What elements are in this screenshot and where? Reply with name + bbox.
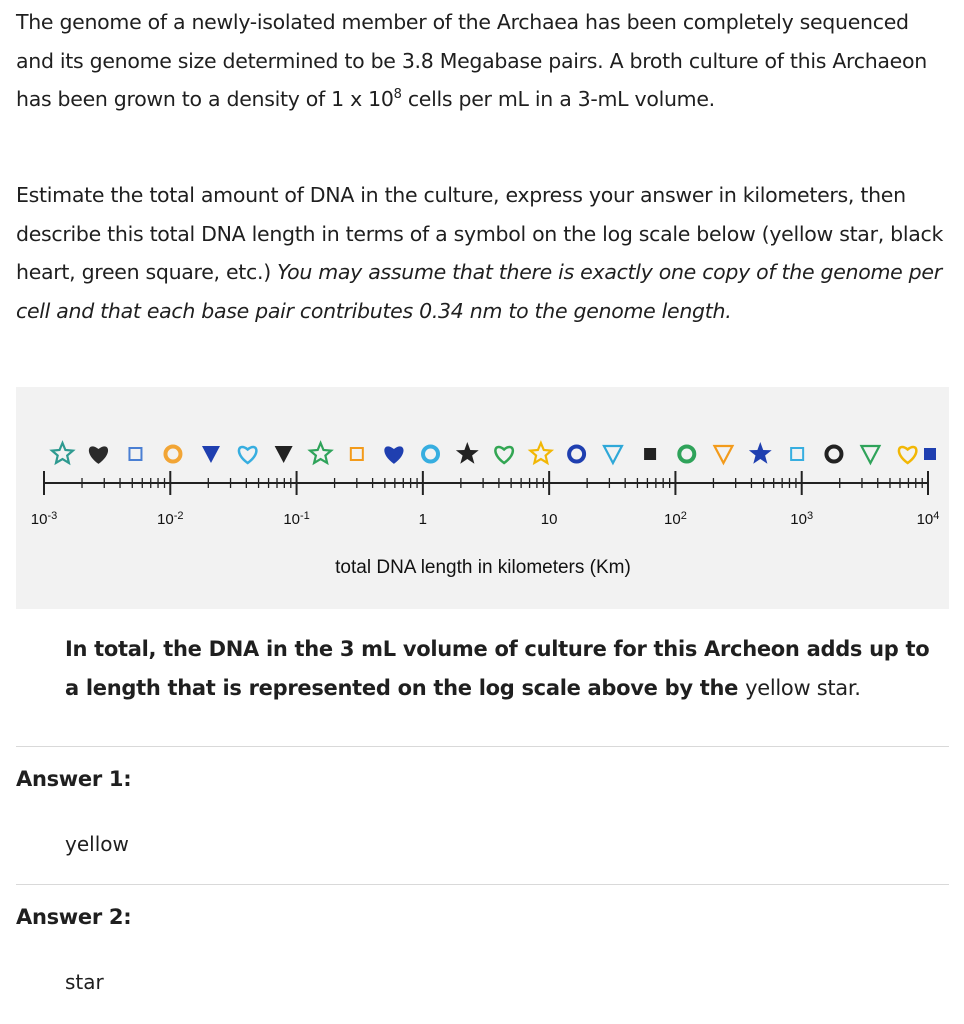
symbol-square — [924, 448, 936, 460]
symbol-triangle-outline — [604, 446, 622, 463]
symbol-star-outline — [52, 443, 73, 463]
symbol-ring — [826, 447, 841, 462]
symbol-ring — [165, 447, 180, 462]
summary-statement — [65, 630, 950, 707]
symbol-triangle-outline — [861, 446, 879, 463]
divider — [16, 746, 949, 747]
log-scale-figure — [16, 387, 949, 609]
tick-label: $10^2$ — [664, 510, 687, 528]
symbol-triangle — [202, 446, 220, 463]
tick-label: $10^4$ — [916, 510, 940, 528]
tick-label: $10^{-2}$ — [157, 510, 184, 528]
symbol-star-outline — [530, 443, 551, 463]
question-text-2: Estimate the total amount of DNA in the culture, express your answer in kilometers, then describe this total DNA length in terms of a symbol on the log scale below (yellow star, black heart, green square, etc.) — [16, 183, 944, 284]
answer-1-label: Answer 1: — [16, 767, 132, 791]
summary-end: . — [854, 675, 861, 700]
summary-text: In total, the DNA in the 3 mL volume of culture for this Archeon adds up to a length that is represented on the log scale above by the — [65, 637, 930, 700]
symbol-ring — [423, 447, 438, 462]
question-paragraph-2 — [16, 176, 946, 330]
symbol-heart — [89, 446, 108, 464]
symbol-heart-outline — [495, 447, 512, 463]
question-paragraph-1 — [16, 3, 946, 119]
exponent: 8 — [393, 87, 402, 103]
symbol-triangle-outline — [714, 446, 732, 463]
answer-1-value[interactable]: yellow — [65, 832, 129, 856]
divider — [16, 884, 949, 885]
question-text-1-end: cells per mL in a 3-mL volume. — [401, 87, 715, 111]
symbol-square — [644, 448, 656, 460]
tick-label: $10^{-3}$ — [30, 510, 58, 528]
symbol-triangle — [275, 446, 293, 463]
symbol-heart — [384, 446, 403, 464]
symbol-square-outline — [129, 448, 141, 460]
symbol-star — [749, 442, 772, 464]
tick-label: $10^{-1}$ — [283, 510, 310, 528]
tick-label: $10^3$ — [790, 510, 814, 528]
symbol-square-outline — [791, 448, 803, 460]
question-assumption: You may assume that there is exactly one copy of the genome per cell and that each base pair contributes 0.34 nm to the genome length. — [16, 260, 942, 323]
answer-2-label: Answer 2: — [16, 905, 132, 929]
symbol-ring — [679, 447, 694, 462]
question-text-1: The genome of a newly-isolated member of the Archaea has been completely sequenced and its genome size determined to be 3.8 Megabase pairs. A broth culture of this Archaeon has been grown to a density of 1 x 10 — [16, 10, 927, 111]
symbol-ring — [569, 447, 584, 462]
log-scale-chart — [16, 387, 949, 609]
x-axis-label: total DNA length in kilometers (Km) — [335, 557, 631, 578]
summary-answer: yellow star — [745, 675, 855, 700]
symbol-star — [456, 442, 479, 464]
tick-label: 10 — [540, 511, 558, 528]
symbol-square-outline — [351, 448, 363, 460]
symbol-star-outline — [310, 443, 331, 463]
symbol-heart-outline — [239, 447, 256, 463]
answer-2-value[interactable]: star — [65, 970, 104, 994]
symbol-heart-outline — [899, 447, 916, 463]
tick-label: 1 — [418, 511, 428, 528]
